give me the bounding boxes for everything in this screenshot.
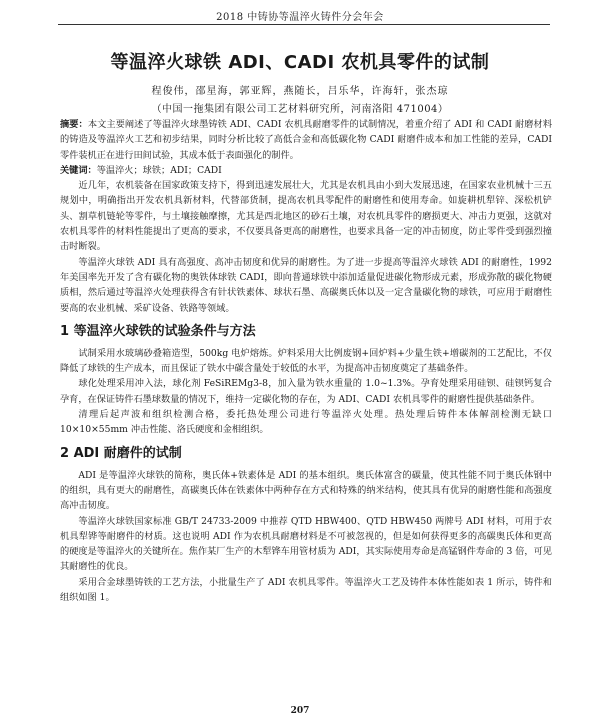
section-heading: 2 ADI 耐磨件的试制 xyxy=(60,445,182,461)
abstract-text: 本文主要阐述了等温淬火球墨铸铁 ADI、CADI 农机具耐磨零件的试制情况，着重介绍了 ADI 和 CADI 耐磨材料的铸造及等温淬火工艺和初步结果，同时分析比较了高低合金和高低碳化物 CADI 耐磨件成本和加工性能的差异，CADI 零件装机正在进行田间试验，其成本低于表面强化的制件。 xyxy=(60,119,553,161)
section-paragraph: ADI 是等温淬火球铁的简称，奥氏体+铁素体是 ADI 的基本组织。奥氏体富含的碳量，使其性能不同于奥氏体钢中的组织，具有更大的耐磨性，高碳奥氏体在铁素体中两种存在方式和特殊的纳米结构，使其具有优异的耐磨性能和高强度高冲击韧度。 xyxy=(60,469,552,512)
author-list: 程俊伟，邵星海，郭亚辉，燕随长，吕乐华，许海轩，张杰琼 xyxy=(151,86,449,97)
section-paragraph: 清理后起声波和组织检测合格，委托热处理公司进行等温淬火处理。热处理后铸件本体解剖检测无缺口 10×10×55mm 冲击性能、洛氏硬度和金相组织。 xyxy=(60,409,552,436)
paper-title: 等温淬火球铁 ADI、CADI 农机具零件的试制 xyxy=(110,52,490,73)
section-paragraph: 等温淬火球铁国家标准 GB/T 24733-2009 中推荐 QTD HBW400、QTD HBW450 两牌号 ADI 材料，可用于农机具犁铧等耐磨件的材质。这也说明 ADI 作为农机具耐磨材料是不可被忽视的，但是如何获得更多的高碳奥氏体和更高的硬度是等温淬火的关键所在。焦作某厂生产的木犁铧车用管材质为 ADI，其实际使用寿命是高锰钢件寿命的 3 倍，可见其耐磨性的优良。 xyxy=(60,515,552,573)
abstract-label: 摘要： xyxy=(60,119,88,130)
intro-paragraph: 近几年，农机装备在国家政策支持下，得到迅速发展壮大，尤其是农机具由小到大发展迅速，在国家农业机械十三五规划中，明确指出开发农机具新材料，代替部货制，提高农机具零配件的耐磨性和使用寿命。如旋耕机犁锌、深松机铲头、割草机链轮等零件，与土壤接触摩擦，尤其是西北地区的砂石土壤，对农机具零件的磨损更大、冲击力更强，这就对农机具零件的材料性能提出了更高的要求，不仅要具备更高的耐磨性，也要求具备一定的冲击韧度，防止零件受到强烈撞击时断裂。 xyxy=(60,180,552,253)
section-heading: 1 等温淬火球铁的试验条件与方法 xyxy=(60,323,256,339)
running-header: 2018 中铸协等温淬火铸件分会年会 xyxy=(216,12,384,23)
section-paragraph: 球化处理采用冲入法，球化剂 FeSiREMg3-8，加入量为铁水重量的 1.0~1.3%。孕育处理采用硅钡、硅钡钙复合孕育，在保证铸件石墨球数量的情况下，维持一定碳化物的存在，为 ADI、CADI 农机具零件的耐磨性提供基础条件。 xyxy=(60,378,552,405)
keywords xyxy=(60,163,552,178)
intro-paragraph: 等温淬火球铁 ADI 具有高强度、高冲击韧度和优异的耐磨性。为了进一步提高等温淬火球铁 ADI 的耐磨性，1992 年美国率先开发了含有碳化物的奥铁体球铁 CADI，即向普通球铁中添加适量促进碳化物形成元素，形成弥散的碳化物硬质相，然后通过等温淬火处理获得含有针状铁素体、球状石墨、高碳奥氏体以及一定含量碳化物的球铁，可应用于耐磨性要高的农业机械、采矿设备、铁路等领域。 xyxy=(60,256,552,314)
section-paragraph: 试制采用水玻璃砂叠箱造型，500kg 电炉熔炼。炉料采用大比例废钢+回炉料+少量生铁+增碳剂的工艺配比，不仅降低了球铁的生产成本，而且保证了铁水中碳含量处于较低的水平，为提高冲击韧度奠定了基础条件。 xyxy=(60,347,552,375)
page-number: 207 xyxy=(290,706,310,716)
keywords-text: 等温淬火；球铁；ADI；CADI xyxy=(96,164,222,176)
affiliation: （中国一拖集团有限公司工艺材料研究所，河南洛阳 471004） xyxy=(151,104,449,115)
header-rule xyxy=(58,24,550,25)
paper-body xyxy=(60,117,552,605)
keywords-label: 关键词： xyxy=(60,164,97,176)
section-paragraph: 采用合金球墨铸铁的工艺方法，小批量生产了 ADI 农机具零件。等温淬火工艺及铸件本体性能如表 1 所示，铸件和组织如图 1。 xyxy=(60,576,552,604)
abstract xyxy=(60,117,552,163)
